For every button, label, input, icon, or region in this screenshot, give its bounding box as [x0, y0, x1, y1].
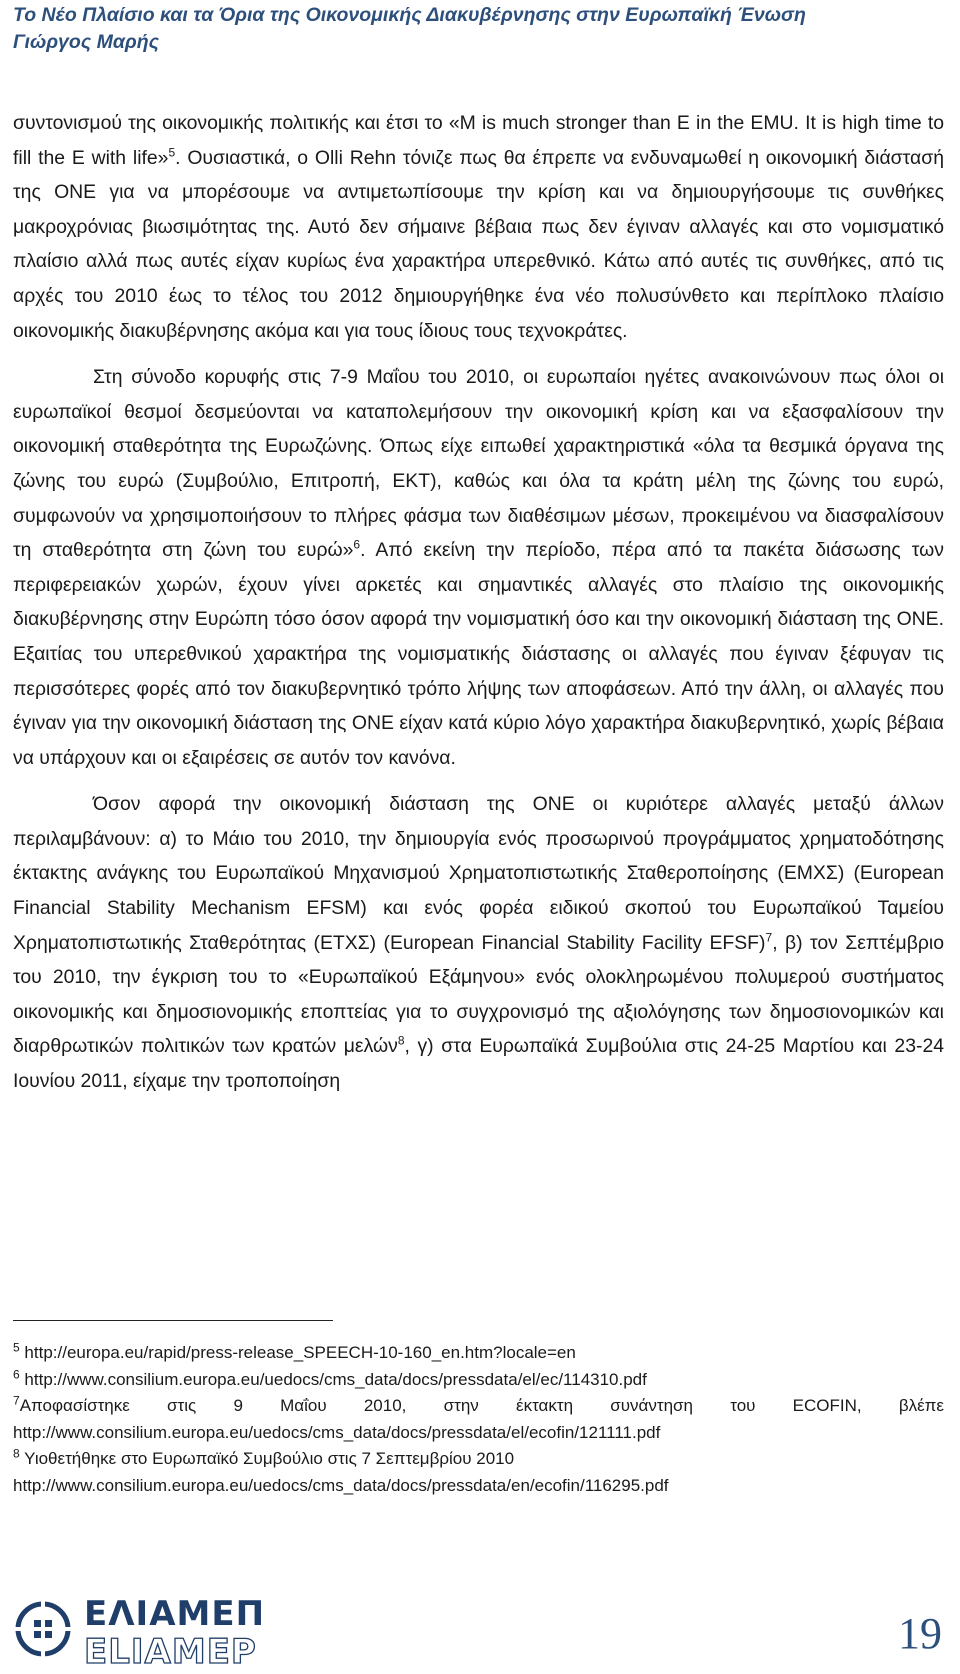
main-text	[13, 106, 944, 1099]
paragraph-text: Όσον αφορά την οικονομική διάσταση της ΟΝΕ οι κυριότερε αλλαγές μεταξύ άλλων περιλαμβάνουν: α) το Μάιο του 2010, την δημιουργία ενός προσωρινού προγράμματος χρηματοδότησης έκτακτης ανάγκης του Ευρωπαϊκού Μηχανισμού Χρηματοπιστωτικής Σταθεροποίησης (ΕΜΧΣ) (European Financial Stability Mechanism EFSM) και ενός φορέα ειδικού σκοπού του Ευρωπαϊκού Ταμείου Χρηματοπιστωτικής Σταθερότητας (ΕΤΧΣ) (European Financial Stability Facility EFSF)	[13, 793, 944, 954]
paragraph-text: Στη σύνοδο κορυφής στις 7-9 Μαΐου του 2010, οι ευρωπαίοι ηγέτες ανακοινώνουν πως όλοι οι ευρωπαϊκοί θεσμοί δεσμεύονται να καταπολεμήσουν την οικονομική κρίση και να εξασφαλίσουν την οικονομική σταθερότητα της Ευρωζώνης. Όπως είχε ειπωθεί χαρακτηριστικά «όλα τα θεσμικά όργανα της ζώνης του ευρώ (Συμβούλιο, Επιτροπή, ΕΚΤ), καθώς και όλα τα κράτη μέλη της ζώνης του ευρώ, συμφωνούν να χρησιμοποιήσουν το πλήρες φάσμα των διαθέσιμων μέσων, προκειμένου να διασφαλίσουν τη σταθερότητα στη ζώνη του ευρώ»	[13, 366, 944, 562]
page-number: 19	[898, 1609, 942, 1658]
footnote-link[interactable]: http://europa.eu/rapid/press-release_SPEECH-10-160_en.htm?locale=en	[24, 1343, 576, 1362]
footnote-link[interactable]: http://www.consilium.europa.eu/uedocs/cms_data/docs/pressdata/el/ec/114310.pdf	[24, 1369, 647, 1389]
paragraph-text: συντονισμού της οικονομικής πολιτικής και έτσι το «M is much stronger than E in the EMU. It is high time to fill the E with life»	[13, 112, 944, 169]
footnote-separator	[13, 1320, 333, 1321]
footnote-7-link[interactable]: http://www.consilium.europa.eu/uedocs/cms_data/docs/pressdata/el/ecofin/121111.pdf	[13, 1422, 661, 1442]
footnote-text: Υιοθετήθηκε στο Ευρωπαϊκό Συμβούλιο στις 7 Σεπτεμβρίου 2010	[24, 1449, 515, 1468]
logo-text-latin: ELIAMEP	[84, 1632, 257, 1672]
footnote-ref-5[interactable]: 5	[168, 145, 176, 160]
footnote-number: 8	[13, 1446, 20, 1461]
paragraph-text: . Από εκείνη την περίοδο, πέρα από τα πακέτα διάσωσης των περιφερειακών χωρών, έχουν γίνει αρκετές και σημαντικές αλλαγές στο πλαίσιο της οικονομικής διακυβέρνησης στην Ευρώπη τόσο όσον αφορά την νομισματική όσο και την οικονομική διάσταση της ΟΝΕ. Εξαιτίας του υπερεθνικού χαρακτήρα της νομισματικής διάστασης οι αλλαγές που έγιναν ξέφυγαν τις περισσότερες φορές από τον διακυβερνητικό τρόπο λήψης των αποφάσεων. Από την άλλη, οι αλλαγές που έγιναν για την οικονομική διάσταση της ΟΝΕ είχαν κατά κύριο λόγο χαρακτήρα διακυβερνητικό, χωρίς βέβαια να υπάρχουν και οι εξαιρέσεις σε αυτόν τον κανόνα.	[13, 539, 944, 769]
footnote-8-link[interactable]: http://www.consilium.europa.eu/uedocs/cms_data/docs/pressdata/en/ecofin/116295.pdf	[13, 1475, 669, 1495]
footnote-number: 6	[13, 1366, 20, 1381]
paragraph-2	[13, 360, 944, 775]
header-author: Γιώργος Μαρής	[13, 31, 160, 53]
footnote-ref-7[interactable]: 7	[765, 930, 773, 945]
footnote-number: 7	[13, 1393, 20, 1408]
footnote-8	[13, 1446, 944, 1473]
footnote-ref-8[interactable]: 8	[397, 1033, 405, 1048]
header-title: Το Νέο Πλαίσιο και τα Όρια της Οικονομικής Διακυβέρνησης στην Ευρωπαϊκή Ένωση	[13, 4, 806, 26]
footnote-number: 5	[13, 1340, 20, 1355]
footnote-7	[13, 1393, 944, 1420]
eliamep-logo-icon	[12, 1598, 74, 1660]
paragraph-3	[13, 787, 944, 1098]
eliamep-logo	[12, 1594, 272, 1670]
paragraph-1	[13, 106, 944, 348]
page-header	[13, 2, 933, 56]
footnotes	[13, 1340, 944, 1499]
footnote-ref-6[interactable]: 6	[353, 537, 361, 552]
footnote-text: Αποφασίστηκε στις 9 Μαΐου 2010, στην έκτακτη συνάντηση του ECOFIN, βλέπε	[19, 1396, 944, 1415]
logo-text-greek: ΕΛΙΑΜΕΠ	[84, 1594, 266, 1634]
footnote-5	[13, 1340, 944, 1367]
paragraph-text: . Ουσιαστικά, ο Olli Rehn τόνιζε πως θα έπρεπε να ενδυναμωθεί η οικονομική διάστασή της ΟΝΕ για να μπορέσουμε να αντιμετωπίσουμε την κρίση και να δημιουργήσουμε τις συνθήκες μακροχρόνιας βιωσιμότητας της. Αυτό δεν σήμαινε βέβαια πως δεν έγιναν αλλαγές και στο νομισματικό πλαίσιο αλλά πως αυτές είχαν κυρίως ένα χαρακτήρα υπερεθνικό. Κάτω από αυτές τις συνθήκες, από τις αρχές του 2010 έως το τέλος του 2012 δημιουργήθηκε ένα νέο πολυσύνθετο και περίπλοκο πλαίσιο οικονομικής διακυβέρνησης ακόμα και για τους ίδιους τους τεχνοκράτες.	[13, 146, 944, 342]
footnote-6	[13, 1367, 944, 1394]
paragraph-text: , β) τον Σεπτέμβριο του 2010, την έγκριση του το «Ευρωπαϊκού Εξάμηνου» ενός ολοκληρωμένου πολυμερού συστήματος οικονομικής και δημοσιονομικής εποπτείας για το συγχρονισμό της αξιολόγησης των δημοσιονομικών και διαρθρωτικών πολιτικών των κρατών μελών	[13, 931, 944, 1058]
paragraph-text: , γ) στα Ευρωπαϊκά Συμβούλια στις 24-25 Μαρτίου και 23-24 Ιουνίου 2011, είχαμε την τροποποίηση	[13, 1035, 945, 1093]
